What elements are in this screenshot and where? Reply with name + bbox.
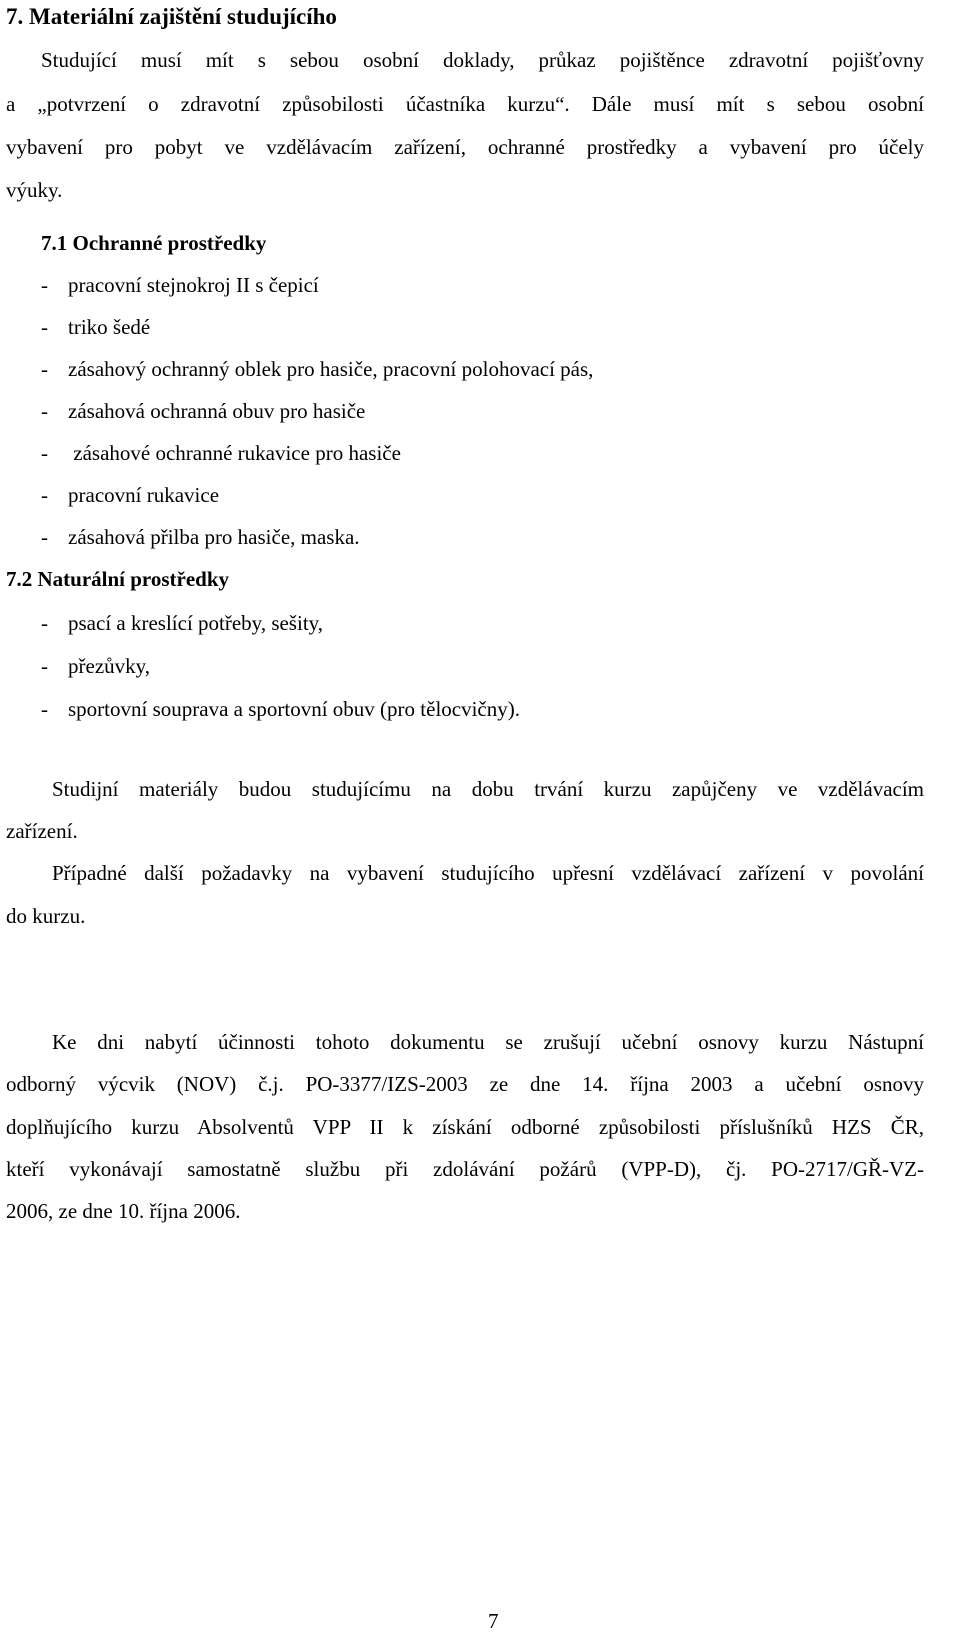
list-item: - zásahová přilba pro hasiče, maska. [41,525,360,549]
subsection-title-protective: 7.1 Ochranné prostředky [41,231,267,255]
repeal-line-2: odborný výcvik (NOV) č.j. PO-3377/IZS-2003 ze dne 14. října 2003 a učební osnovy [6,1072,924,1096]
requirements-line-1: Případné další požadavky na vybavení studujícího upřesní vzdělávací zařízení v povolání [52,861,924,885]
repeal-line-1: Ke dni nabytí účinnosti tohoto dokumentu se zrušují učební osnovy kurzu Nástupní [52,1030,924,1054]
list-item: - přezůvky, [41,654,151,678]
list-item: - sportovní souprava a sportovní obuv (pro tělocvičny). [41,697,520,721]
list-item: - zásahové ochranné rukavice pro hasiče [41,441,401,465]
section-title: 7. Materiální zajištění studujícího [6,4,337,29]
repeal-line-4: kteří vykonávají samostatně službu při zdolávání požárů (VPP-D), čj. PO-2717/GŘ-VZ- [6,1157,924,1181]
intro-line-2: a „potvrzení o zdravotní způsobilosti účastníka kurzu“. Dále musí mít s sebou osobní [6,92,924,116]
subsection-title-natural: 7.2 Naturální prostředky [6,567,230,591]
intro-line-1: Studující musí mít s sebou osobní doklady, průkaz pojištěnce zdravotní pojišťovny [41,48,924,72]
intro-line-3: vybavení pro pobyt ve vzdělávacím zařízení, ochranné prostředky a vybavení pro účely [6,135,924,159]
list-item: - pracovní stejnokroj II s čepicí [41,273,319,297]
list-item: - zásahová ochranná obuv pro hasiče [41,399,366,423]
list-item: - zásahový ochranný oblek pro hasiče, pracovní polohovací pás, [41,357,594,381]
list-item: - pracovní rukavice [41,483,220,507]
requirements-line-2: do kurzu. [6,904,86,928]
list-item: - triko šedé [41,315,151,339]
page-number: 7 [488,1609,499,1633]
intro-line-4: výuky. [6,178,63,202]
repeal-line-3: doplňujícího kurzu Absolventů VPP II k získání odborné způsobilosti příslušníků HZS ČR, [6,1115,924,1139]
repeal-line-5: 2006, ze dne 10. října 2006. [6,1199,241,1223]
materials-line-1: Studijní materiály budou studujícímu na dobu trvání kurzu zapůjčeny ve vzdělávacím [52,777,924,801]
materials-line-2: zařízení. [6,819,78,843]
list-item: - psací a kreslící potřeby, sešity, [41,611,324,635]
